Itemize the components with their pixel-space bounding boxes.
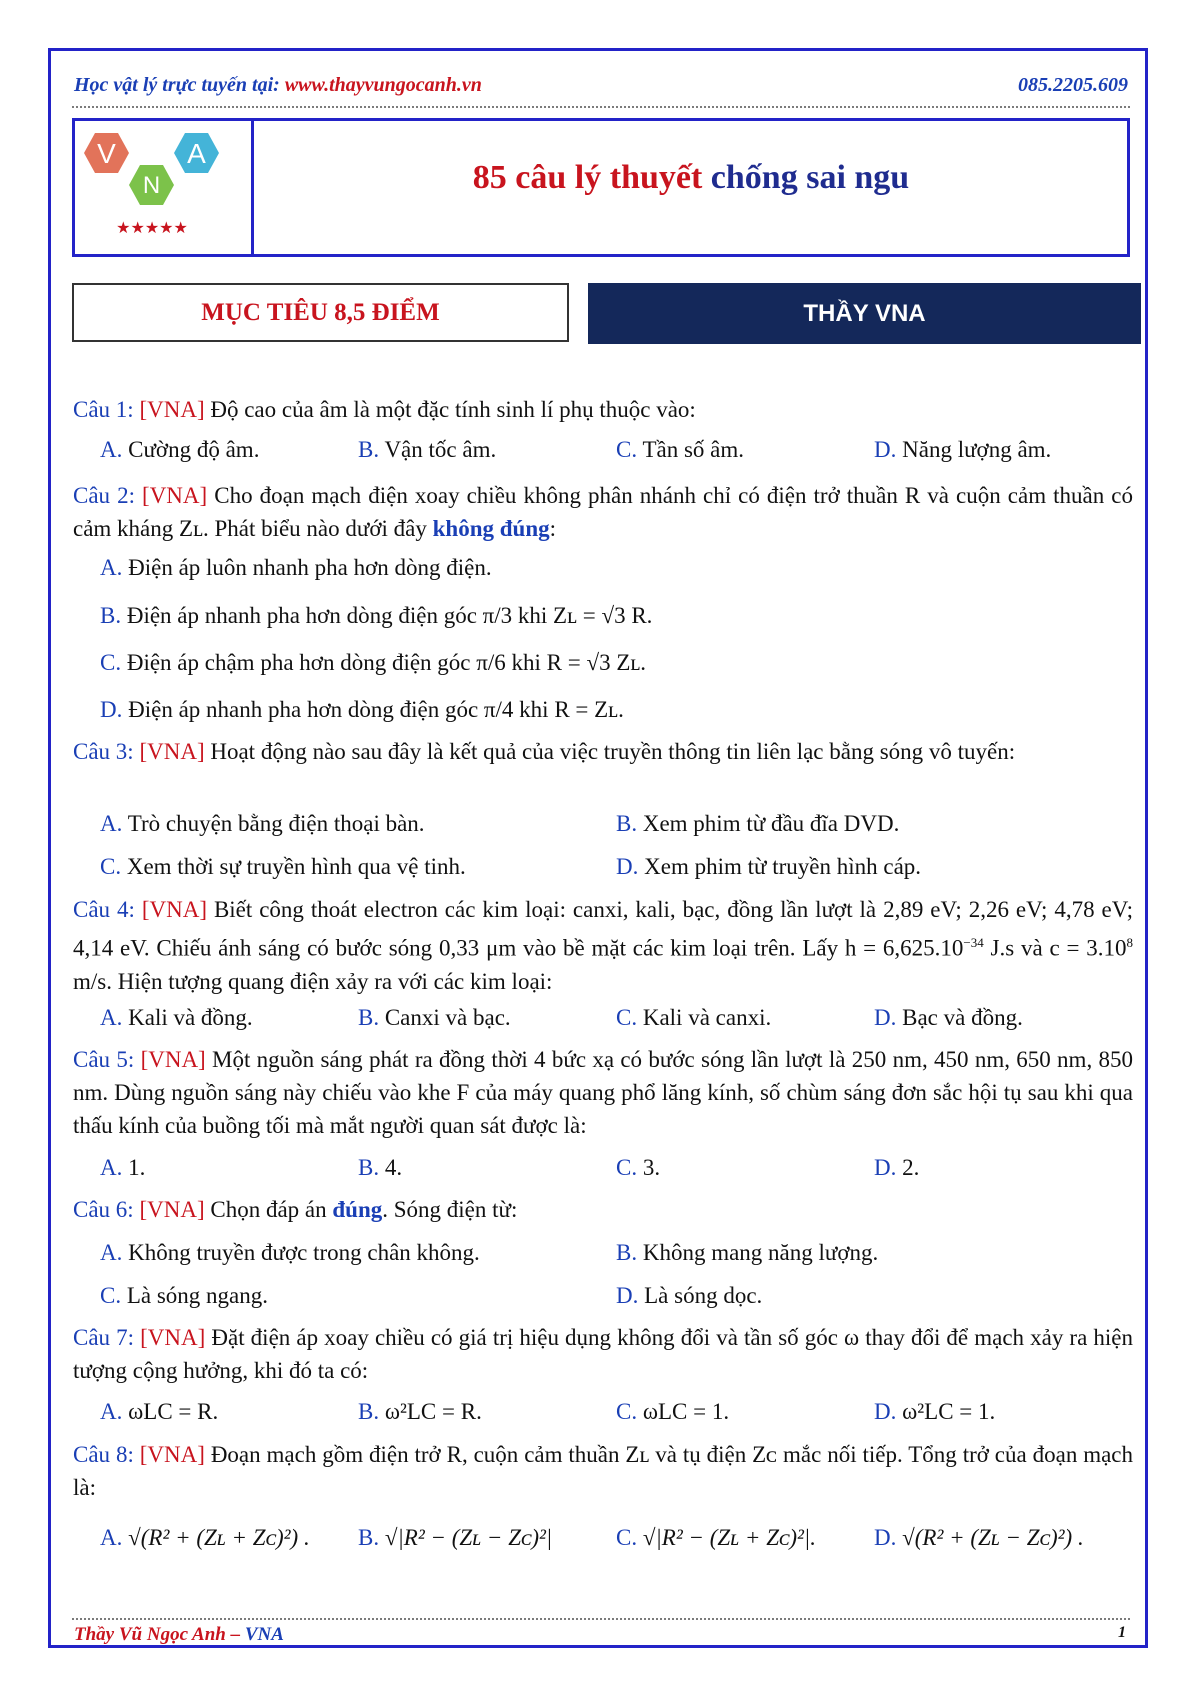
question-text: Chọn đáp án: [210, 1197, 327, 1222]
page-footer: [72, 1618, 1130, 1648]
page-number: 1: [1118, 1624, 1126, 1641]
question-number: Câu 3:: [73, 739, 134, 764]
q8-option-d[interactable]: D. √(R² + (Zʟ − Zᴄ)²) .: [874, 1525, 1084, 1550]
q4-option-d[interactable]: D. Bạc và đồng.: [874, 1005, 1023, 1030]
question-number: Câu 4:: [73, 897, 135, 922]
q8-option-b[interactable]: B. √|R² − (Zʟ − Zᴄ)²|: [358, 1525, 553, 1550]
footer-author: Thầy Vũ Ngọc Anh – VNA: [74, 1624, 284, 1645]
question-text: Biết công thoát electron các kim loại: canxi, kali, bạc, đồng lần lượt là 2,89 eV; 2,26 eV; 4,78 eV; 4,14 eV. Chiếu ánh sáng có bước sóng 0,33 μm vào bề mặt các kim loại trên. Lấy h = 6,625.10: [73, 897, 1134, 961]
logo-stars: ★★★★★: [116, 220, 188, 237]
q5-option-c[interactable]: C. 3.: [616, 1155, 661, 1180]
teacher-banner: THẦY VNA: [588, 283, 1141, 344]
q8-option-a[interactable]: A. √(R² + (Zʟ + Zᴄ)²) .: [100, 1525, 310, 1550]
header-left: [74, 74, 482, 97]
question-text: Độ cao của âm là một đặc tính sinh lí phụ thuộc vào:: [210, 397, 696, 422]
question-tag: [VNA]: [139, 397, 205, 422]
title-part2: chống sai ngu: [710, 159, 910, 196]
q1-option-a[interactable]: A. Cường độ âm.: [100, 437, 260, 462]
question-number: Câu 5:: [73, 1047, 135, 1072]
question-tag: [VNA]: [141, 897, 207, 922]
q4-option-b[interactable]: B. Canxi và bạc.: [358, 1005, 511, 1030]
question-text: Hoạt động nào sau đây là kết quả của việc truyền thông tin liên lạc bằng sóng vô tuyến:: [210, 739, 1016, 764]
q3-option-b[interactable]: B. Xem phim từ đầu đĩa DVD.: [616, 811, 900, 836]
q4-option-c[interactable]: C. Kali và canxi.: [616, 1005, 772, 1030]
header-phone: 085.2205.609: [1018, 74, 1128, 96]
q6-option-c[interactable]: C. Là sóng ngang.: [100, 1283, 269, 1308]
logo-letter-a: A: [187, 138, 206, 169]
question-3: [73, 735, 1133, 768]
question-text: Một nguồn sáng phát ra đồng thời 4 bức xạ có bước sóng lần lượt là 250 nm, 450 nm, 650 nm, 850 nm. Dùng nguồn sáng này chiếu vào khe F của máy quang phổ lăng kính, số chùm sáng đơn sắc hội tụ sau khi qua thấu kính của buồng tối mà mắt người quan sát được là:: [73, 1047, 1134, 1138]
question-tag: [VNA]: [140, 1325, 206, 1350]
q2-option-d[interactable]: D. Điện áp nhanh pha hơn dòng điện góc π/4 khi R = Zʟ.: [100, 697, 624, 722]
question-text: Cho đoạn mạch điện xoay chiều không phân nhánh chỉ có điện trở thuần R và cuộn cảm thuần có cảm kháng Zʟ. Phát biểu nào dưới đây: [73, 483, 1133, 541]
q7-option-b[interactable]: B. ω²LC = R.: [358, 1399, 482, 1424]
vna-logo: [75, 121, 254, 254]
question-6: Câu 6: [VNA] Chọn đáp án đúng. Sóng điện từ:: [73, 1197, 518, 1222]
q2-option-c[interactable]: C. Điện áp chậm pha hơn dòng điện góc π/6 khi R = √3 Zʟ.: [100, 650, 647, 675]
q7-option-c[interactable]: C. ωLC = 1.: [616, 1399, 730, 1424]
title-part1: 85 câu lý thuyết: [472, 159, 703, 196]
q1-option-d[interactable]: D. Năng lượng âm.: [874, 437, 1052, 462]
q6-option-b[interactable]: B. Không mang năng lượng.: [616, 1240, 879, 1265]
page-header: [72, 72, 1130, 108]
logo-letter-v: V: [97, 138, 116, 169]
question-number: Câu 7:: [73, 1325, 135, 1350]
question-tag: [VNA]: [140, 1047, 206, 1072]
question-1: [73, 393, 1133, 426]
question-number: Câu 6:: [73, 1197, 134, 1222]
q1-option-b[interactable]: B. Vận tốc âm.: [358, 437, 497, 462]
vna-logo-icon: [75, 121, 251, 254]
q1-option-c[interactable]: C. Tần số âm.: [616, 437, 744, 462]
goal-box: MỤC TIÊU 8,5 ĐIỂM: [72, 283, 569, 342]
question-2: Câu 2: [VNA] Cho đoạn mạch điện xoay chiều không phân nhánh chỉ có điện trở thuần R và cuộn cảm thuần có cảm kháng Zʟ. Phát biểu nào dưới đây không đúng:: [73, 483, 1133, 541]
question-emphasis: không đúng: [432, 516, 550, 541]
q7-option-a[interactable]: A. ωLC = R.: [100, 1399, 219, 1424]
question-tag: [VNA]: [139, 1442, 205, 1467]
logo-letter-n: N: [142, 172, 161, 199]
question-8: [73, 1438, 1133, 1504]
q6-option-a[interactable]: A. Không truyền được trong chân không.: [100, 1240, 480, 1265]
header-label: Học vật lý trực tuyến tại:: [74, 74, 280, 96]
question-text: Đặt điện áp xoay chiều có giá trị hiệu dụng không đổi và tần số góc ω thay đổi để mạch xảy ra hiện tượng cộng hưởng, khi đó ta có:: [73, 1325, 1133, 1383]
question-emphasis: đúng: [332, 1197, 383, 1222]
question-4: Câu 4: [VNA] Biết công thoát electron các kim loại: canxi, kali, bạc, đồng lần lượt là 2,89 eV; 2,26 eV; 4,78 eV; 4,14 eV. Chiếu ánh sáng có bước sóng 0,33 μm vào bề mặt các kim loại trên. Lấy $h = 6,625.10^{-34}$ J.s và $c = 3.10^8$ m/s. Hiện tượng quang điện xảy ra với các kim loại:: [73, 897, 1134, 994]
q5-option-a[interactable]: A. 1.: [100, 1155, 146, 1180]
title-box: [72, 118, 1130, 257]
question-text: Đoạn mạch gồm điện trở R, cuộn cảm thuần Zʟ và tụ điện Zᴄ mắc nối tiếp. Tổng trở của đoạn mạch là:: [73, 1442, 1134, 1500]
header-url-link[interactable]: www.thayvungocanh.vn: [284, 74, 482, 96]
q5-option-b[interactable]: B. 4.: [358, 1155, 403, 1180]
question-5: [73, 1043, 1133, 1142]
q4-option-a[interactable]: A. Kali và đồng.: [100, 1005, 253, 1030]
question-tag: [VNA]: [139, 1197, 205, 1222]
question-number: Câu 2:: [73, 483, 135, 508]
question-number: Câu 8:: [73, 1442, 134, 1467]
q6-option-d[interactable]: D. Là sóng dọc.: [616, 1283, 763, 1308]
q3-option-a[interactable]: A. Trò chuyện bằng điện thoại bàn.: [100, 811, 425, 836]
document-title: [255, 159, 1127, 197]
q3-option-c[interactable]: C. Xem thời sự truyền hình qua vệ tinh.: [100, 854, 466, 879]
question-number: Câu 1:: [73, 397, 134, 422]
q2-option-a[interactable]: A. Điện áp luôn nhanh pha hơn dòng điện.: [100, 555, 492, 580]
q5-option-d[interactable]: D. 2.: [874, 1155, 920, 1180]
q7-option-d[interactable]: D. ω²LC = 1.: [874, 1399, 996, 1424]
q3-option-d[interactable]: D. Xem phim từ truyền hình cáp.: [616, 854, 922, 879]
question-tag: [VNA]: [139, 739, 205, 764]
q8-option-c[interactable]: C. √|R² − (Zʟ + Zᴄ)²|.: [616, 1525, 816, 1550]
question-7: [73, 1321, 1133, 1387]
question-tag: [VNA]: [142, 483, 208, 508]
q2-option-b[interactable]: B. Điện áp nhanh pha hơn dòng điện góc π/3 khi Zʟ = √3 R.: [100, 603, 653, 628]
